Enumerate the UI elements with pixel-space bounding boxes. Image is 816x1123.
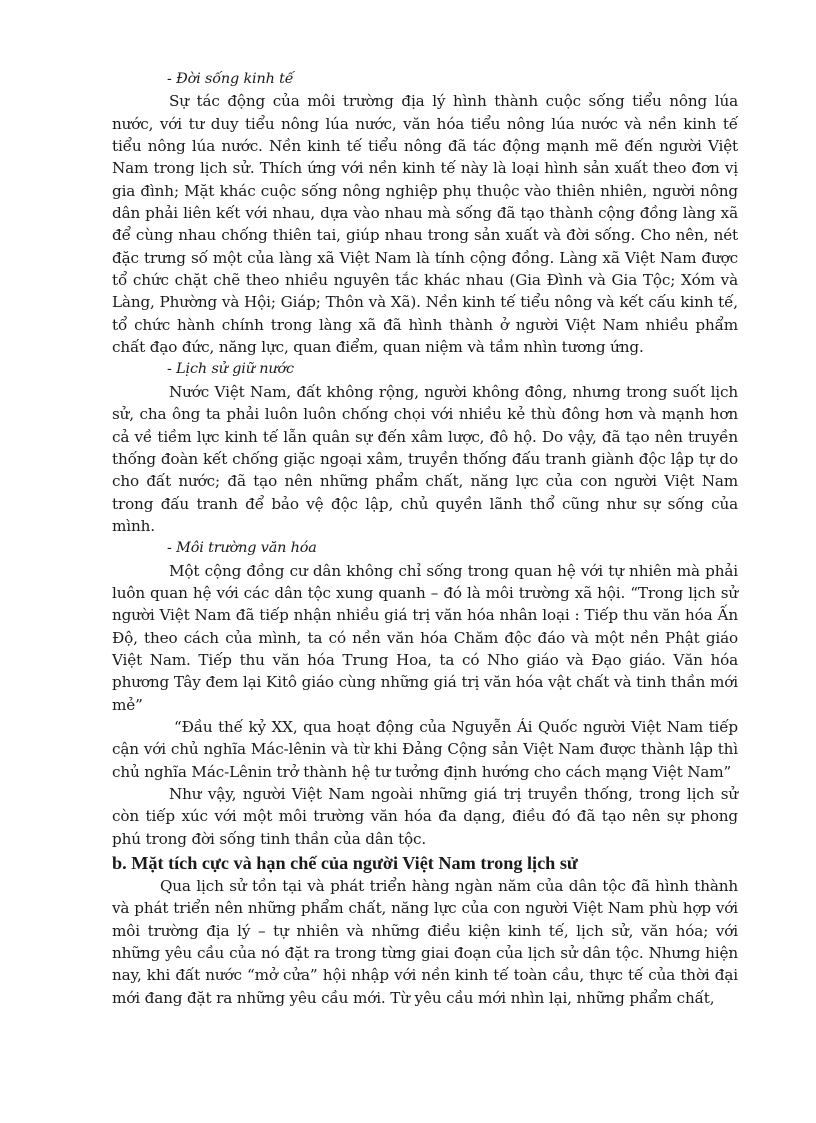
document-page bbox=[112, 68, 738, 1009]
paragraph-culture: Một cộng đồng cư dân không chỉ sống trong quan hệ với tự nhiên mà phải luôn quan hệ với các dân tộc xung quanh – đó là môi trường xã hội. “Trong lịch sử người Việt Nam đã tiếp nhận nhiều giá trị văn hóa nhân loại : Tiếp thu văn hóa Ấn Độ, theo cách của mình, ta có nền văn hóa Chăm độc đáo và một nền Phật giáo Việt Nam. Tiếp thu văn hóa Trung Hoa, ta có Nho giáo và Đạo giáo. Văn hóa phương Tây đem lại Kitô giáo cùng những giá trị văn hóa vật chất và tinh thần mới mẻ” bbox=[112, 561, 738, 714]
paragraph-quote: “Đầu thế kỷ XX, qua hoạt động của Nguyễn Ái Quốc người Việt Nam tiếp cận với chủ nghĩa Mác-lênin và từ khi Đảng Cộng sản Việt Nam được thành lập thì chủ nghĩa Mác-Lênin trở thành hệ tư tưởng định hướng cho cách mạng Việt Nam” bbox=[112, 717, 738, 781]
paragraph-economic-life: Sự tác động của môi trường địa lý hình thành cuộc sống tiểu nông lúa nước, với tư duy tiểu nông lúa nước, văn hóa tiểu nông lúa nước và nền kinh tế tiểu nông lúa nước. Nền kinh tế tiểu nông đã tác động mạnh mẽ đến người Việt Nam trong lịch sử. Thích ứng với nền kinh tế này là loại hình sản xuất theo đơn vị gia đình; Mặt khác cuộc sống nông nghiệp phụ thuộc vào thiên nhiên, người nông dân phải liên kết với nhau, dựa vào nhau mà sống đã tạo thành cộng đồng làng xã để cùng nhau chống thiên tai, giúp nhau trong sản xuất và đời sống. Cho nên, nét đặc trưng số một của làng xã Việt Nam là tính cộng đồng. Làng xã Việt Nam được tổ chức chặt chẽ theo nhiều nguyên tắc khác nhau (Gia Đình và Gia Tộc; Xóm và Làng, Phường và Hội; Giáp; Thôn và Xã). Nền kinh tế tiểu nông và kết cấu kinh tế, tổ chức hành chính trong làng xã đã hình thành ở người Việt Nam nhiều phẩm chất đạo đức, năng lực, quan điểm, quan niệm và tầm nhìn tương ứng. bbox=[112, 92, 738, 357]
paragraph-history: Nước Việt Nam, đất không rộng, người không đông, nhưng trong suốt lịch sử, cha ông ta phải luôn luôn chống chọi với nhiều kẻ thù đông hơn và mạnh hơn cả về tiềm lực kinh tế lẫn quân sự đến xâm lược, đô hộ. Do vậy, đã tạo nên truyền thống đoàn kết chống giặc ngoại xâm, truyền thống đấu tranh giành độc lập tự do cho đất nước; đã tạo nên những phẩm chất, năng lực của con người Việt Nam trong đấu tranh để bảo vệ độc lập, chủ quyền lãnh thổ cũng như sự sống của mình. bbox=[112, 382, 738, 535]
subheading-history: - Lịch sử giữ nước bbox=[167, 361, 294, 378]
paragraph-section-b: Qua lịch sử tồn tại và phát triển hàng ngàn năm của dân tộc đã hình thành và phát triển nên những phẩm chất, năng lực của con người Việt Nam phù hợp với môi trường địa lý – tự nhiên và những điều kiện kinh tế, lịch sử, văn hóa; với những yêu cầu của nó đặt ra trong từng giai đoạn của lịch sử dân tộc. Nhưng hiện nay, khi đất nước “mở cửa” hội nhập với nền kinh tế toàn cầu, thực tế của thời đại mới đang đặt ra những yêu cầu mới. Từ yêu cầu mới nhìn lại, những phẩm chất, bbox=[112, 877, 738, 1007]
subheading-culture: - Môi trường văn hóa bbox=[167, 540, 317, 557]
section-b-title: b. Mặt tích cực và hạn chế của người Việt Nam trong lịch sử bbox=[112, 853, 578, 874]
paragraph-conclusion: Như vậy, người Việt Nam ngoài những giá trị truyền thống, trong lịch sử còn tiếp xúc với một môi trường văn hóa đa dạng, điều đó đã tạo nên sự phong phú trong đời sống tinh thần của dân tộc. bbox=[112, 785, 738, 848]
subheading-economic-life: - Đời sống kinh tế bbox=[167, 71, 294, 87]
